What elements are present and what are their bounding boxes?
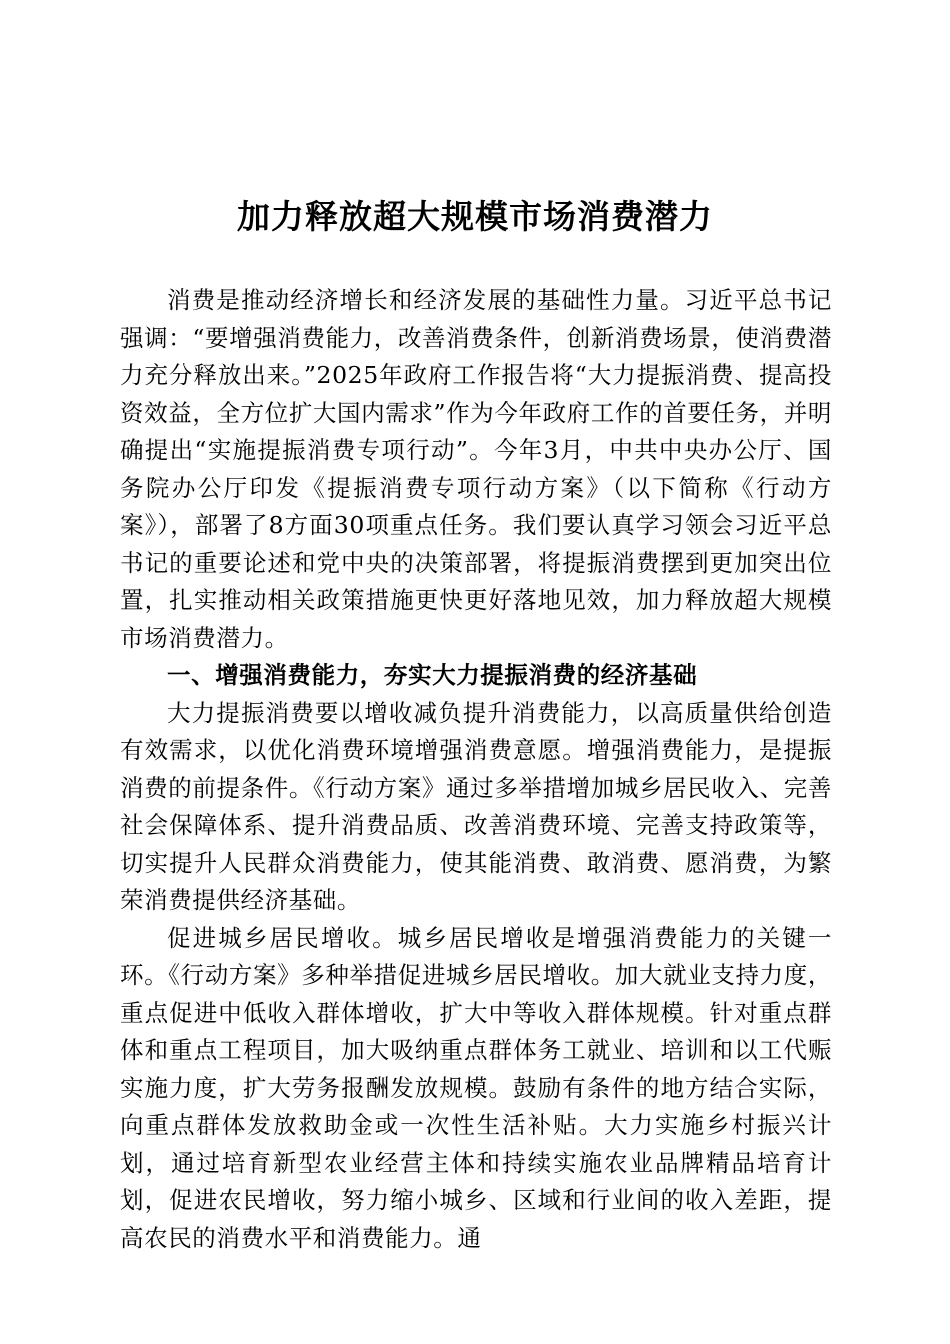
section-paragraph: 促进城乡居民增收。城乡居民增收是增强消费能力的关键一环。《行动方案》多种举措促进城乡居民增收。加大就业支持力度，重点促进中低收入群体增收，扩大中等收入群体规模。针对重点群体和重点工程项目，加大吸纳重点群体务工就业、培训和以工代赈实施力度，扩大劳务报酬发放规模。鼓励有条件的地方结合实际，向重点群体发放救助金或一次性生活补贴。大力实施乡村振兴计划，通过培育新型农业经营主体和持续实施农业品牌精品培育计划，促进农民增收，努力缩小城乡、区域和行业间的收入差距，提高农民的消费水平和消费能力。通 — [120, 923, 832, 1252]
document-body — [120, 282, 832, 1257]
document-title: 加力释放超大规模市场消费潜力 — [237, 197, 713, 236]
intro-paragraph: 消费是推动经济增长和经济发展的基础性力量。习近平总书记强调：“要增强消费能力，改善消费条件，创新消费场景，使消费潜力充分释放出来。”2025年政府工作报告将“大力提振消费、提高投资效益，全方位扩大国内需求”作为今年政府工作的首要任务，并明确提出“实施提振消费专项行动”。今年3月，中共中央办公厅、国务院办公厅印发《提振消费专项行动方案》（以下简称《行动方案》），部署了8方面30项重点任务。我们要认真学习领会习近平总书记的重要论述和党中央的决策部署，将提振消费摆到更加突出位置，扎实推动相关政策措施更快更好落地见效，加力释放超大规模市场消费潜力。 — [120, 286, 832, 652]
section-paragraph: 大力提振消费要以增收减负提升消费能力，以高质量供给创造有效需求，以优化消费环境增强消费意愿。增强消费能力，是提振消费的前提条件。《行动方案》通过多举措增加城乡居民收入、完善社会保障体系、提升消费品质、改善消费环境、完善支持政策等，切实提升人民群众消费能力，使其能消费、敢消费、愿消费，为繁荣消费提供经济基础。 — [120, 698, 832, 914]
section-heading: 一、增强消费能力，夯实大力提振消费的经济基础 — [167, 661, 698, 689]
